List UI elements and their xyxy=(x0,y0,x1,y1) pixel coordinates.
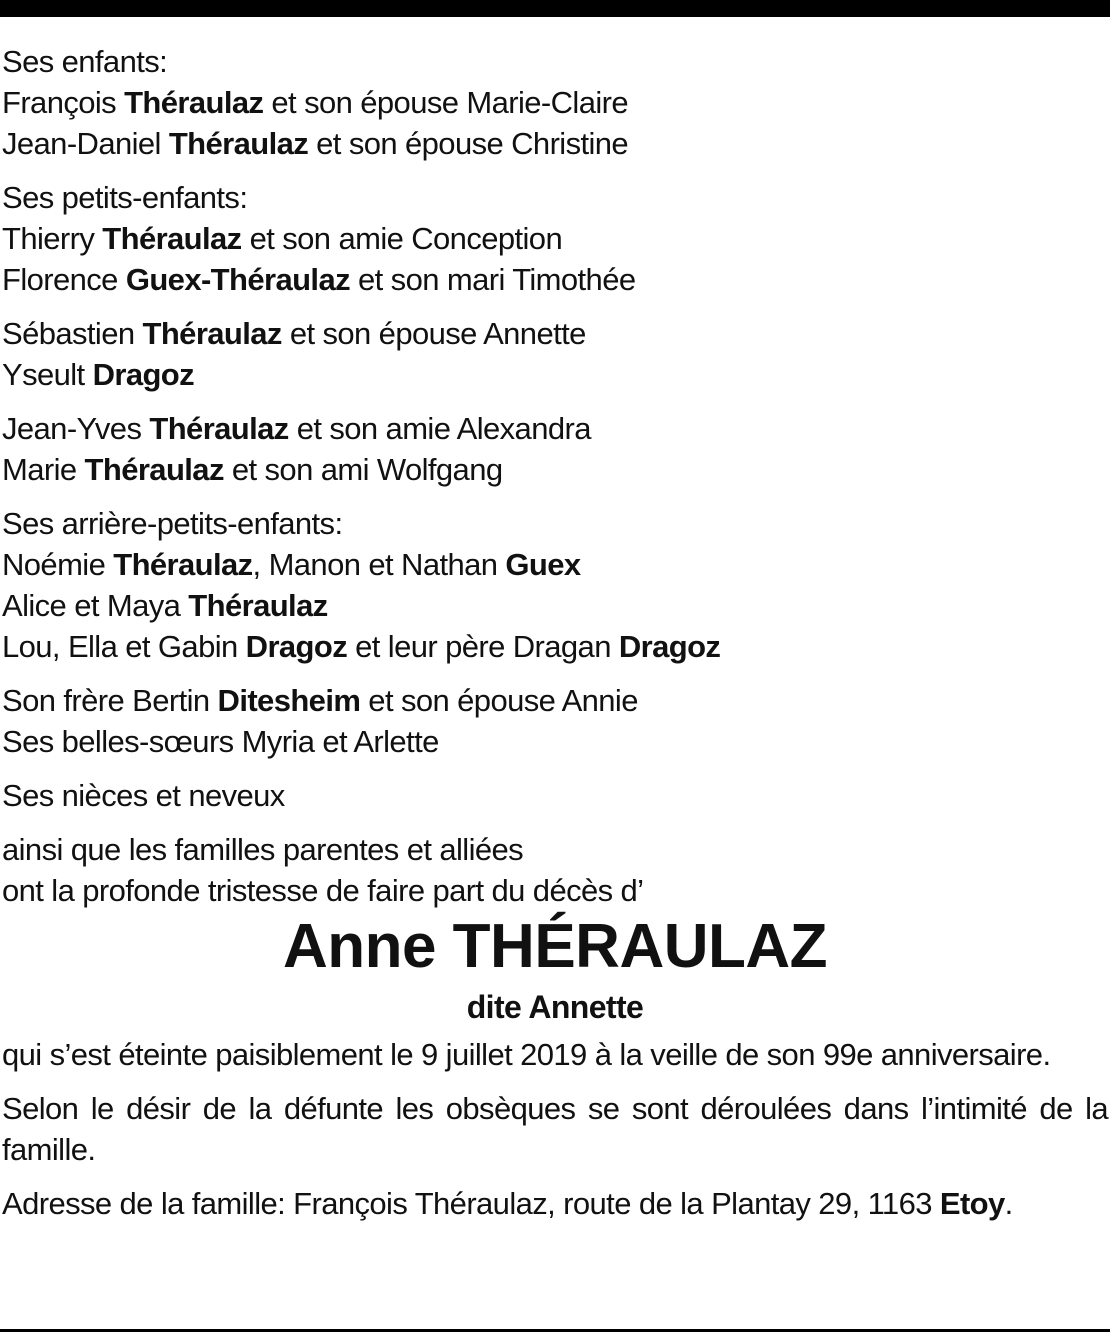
funeral-paragraph: Selon le désir de la défunte les obsèques se sont déroulées dans l’intimité de la famille. xyxy=(2,1091,1108,1167)
relation-text: et son épouse Christine xyxy=(308,126,629,161)
sisters-in-law-line: Ses belles-sœurs Myria et Arlette xyxy=(2,724,439,759)
announcement-line: ont la profonde tristesse de faire part du décès d’ xyxy=(2,873,644,908)
family-address xyxy=(2,1183,1108,1224)
brother-line xyxy=(2,680,1108,721)
given-name: Florence xyxy=(2,262,126,297)
nieces-nephews-line: Ses nièces et neveux xyxy=(2,778,285,813)
given-name: Noémie xyxy=(2,547,114,582)
family-name: Théraulaz xyxy=(124,85,264,120)
family-name: Ditesheim xyxy=(217,683,361,718)
grandchild-line xyxy=(2,354,1108,395)
great-grandchild-line xyxy=(2,544,1108,585)
child-line xyxy=(2,123,1108,164)
grandchild-line xyxy=(2,408,1108,449)
family-name: Dragoz xyxy=(245,629,348,664)
relation-text: et son épouse Marie-Claire xyxy=(263,85,629,120)
grandchild-line xyxy=(2,259,1108,300)
relation-text: et leur père Dragan xyxy=(347,629,619,664)
obituary-notice xyxy=(2,41,1108,1224)
given-name: Thierry xyxy=(2,221,103,256)
family-name: Théraulaz xyxy=(113,547,253,582)
given-names: Lou, Ella et Gabin xyxy=(2,629,246,664)
given-names: , Manon et Nathan xyxy=(252,547,506,582)
relation-text: et son épouse Annette xyxy=(281,316,586,351)
great-grandchild-line xyxy=(2,585,1108,626)
grandchildren-group-3 xyxy=(2,408,1108,490)
grandchild-line xyxy=(2,449,1108,490)
deceased-name: Anne THÉRAULAZ xyxy=(282,912,828,981)
relation-text: et son amie Alexandra xyxy=(288,411,591,446)
family-name: Théraulaz xyxy=(149,411,289,446)
family-name: Dragoz xyxy=(618,629,721,664)
given-name: Yseult xyxy=(2,357,93,392)
given-name: Sébastien xyxy=(2,316,143,351)
given-name: Jean-Daniel xyxy=(2,126,169,161)
family-name: Théraulaz xyxy=(168,126,309,161)
grandchildren-group-2 xyxy=(2,313,1108,395)
great-grandchildren-heading: Ses arrière-petits-enfants: xyxy=(2,506,343,541)
family-name: Théraulaz xyxy=(84,452,224,487)
grandchildren-heading: Ses petits-enfants: xyxy=(2,180,248,215)
siblings-section xyxy=(2,680,1108,762)
relation-text: et son amie Conception xyxy=(241,221,563,256)
great-grandchild-line xyxy=(2,626,1108,667)
given-name: Son frère Bertin xyxy=(2,683,218,718)
given-name: François xyxy=(2,85,125,120)
family-name: Dragoz xyxy=(92,357,195,392)
child-line xyxy=(2,82,1108,123)
children-heading: Ses enfants: xyxy=(2,44,168,79)
family-name: Théraulaz xyxy=(102,221,242,256)
death-paragraph: qui s’est éteinte paisiblement le 9 juillet 2019 à la veille de son 99e anniversaire. xyxy=(2,1037,1051,1072)
address-locality: Etoy xyxy=(939,1186,1005,1221)
top-rule xyxy=(0,0,1110,17)
grandchildren-group-1 xyxy=(2,177,1108,300)
given-name: Jean-Yves xyxy=(2,411,150,446)
given-name: Marie xyxy=(2,452,85,487)
grandchild-line xyxy=(2,313,1108,354)
deceased-alias: dite Annette xyxy=(466,989,644,1025)
nieces-nephews-section xyxy=(2,775,1108,816)
family-name: Théraulaz xyxy=(188,588,328,623)
address-punctuation: . xyxy=(1004,1186,1013,1221)
families-section xyxy=(2,829,1108,911)
bottom-rule xyxy=(0,1329,1110,1332)
grandchild-line xyxy=(2,218,1108,259)
relation-text: et son épouse Annie xyxy=(360,683,638,718)
great-grandchildren-section xyxy=(2,503,1108,667)
family-name: Théraulaz xyxy=(142,316,282,351)
relation-text: et son ami Wolfgang xyxy=(223,452,503,487)
address-text: Adresse de la famille: François Théraulaz, route de la Plantay 29, 1163 xyxy=(2,1186,940,1221)
relation-text: et son mari Timothée xyxy=(350,262,636,297)
family-name: Guex-Théraulaz xyxy=(125,262,350,297)
children-section xyxy=(2,41,1108,164)
family-name: Guex xyxy=(505,547,581,582)
given-names: Alice et Maya xyxy=(2,588,189,623)
families-line: ainsi que les familles parentes et alliées xyxy=(2,832,524,867)
